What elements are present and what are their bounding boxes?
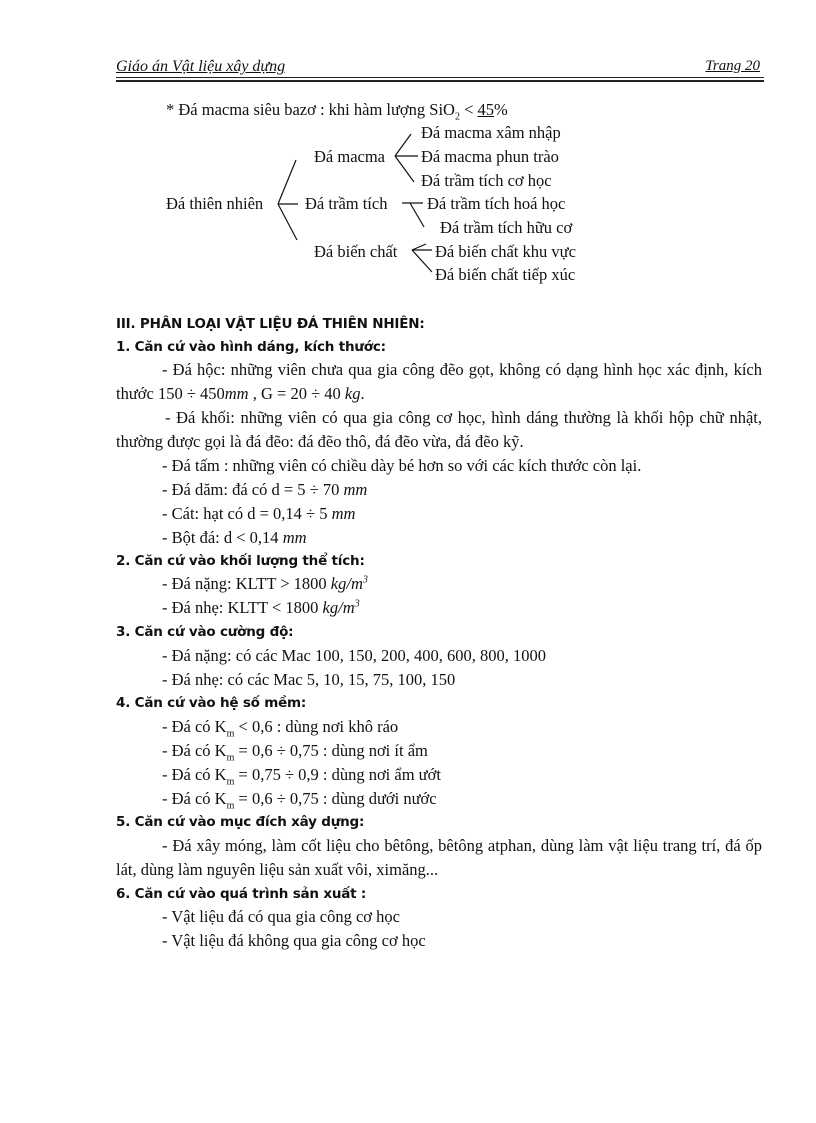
tree-leaf: Đá macma xâm nhập xyxy=(421,123,561,142)
paragraph-da-khoi: - Đá khối: những viên có qua gia công cơ học, hình dáng thường là khối hộp chữ nhật, thường được gọi là đá đẽo: đá đẽo thô, đá đẽo vừa, đá đẽo kỹ. xyxy=(116,408,762,451)
tree-leaf: Đá macma phun trào xyxy=(421,147,559,166)
tree-branch-bienchat-2 xyxy=(412,250,432,272)
tree-root: Đá thiên nhiên xyxy=(166,194,264,213)
list-item: - Đá nặng: có các Mac 100, 150, 200, 400, 600, 800, 1000 xyxy=(162,646,547,665)
tree-branch-macma-1 xyxy=(395,134,411,156)
tree-leaf: Đá trầm tích hữu cơ xyxy=(440,218,573,237)
tree-branch-tramtich-2 xyxy=(410,203,424,227)
tree-leaf: Đá biến chất tiếp xúc xyxy=(435,265,576,284)
paragraph-muc-dich: - Đá xây móng, làm cốt liệu cho bêtông, bêtông atphan, dùng làm vật liệu trang trí, đá ốp lát, dùng làm nguyên liệu sản xuất vôi, ximăng... xyxy=(116,836,762,879)
tree-group-bienchat: Đá biến chất xyxy=(314,242,398,261)
tree-branch-root-bienchat xyxy=(278,204,297,240)
list-item: - Vật liệu đá có qua gia công cơ học xyxy=(162,907,400,926)
list-item: - Vật liệu đá không qua gia công cơ học xyxy=(162,931,426,950)
list-item: - Đá có $K_m = 0,6 \div 0,75$ : dùng nơi ít ẩm xyxy=(162,741,428,764)
subsection-title: 6. Căn cứ vào quá trình sản xuất : xyxy=(116,886,367,902)
list-item: - Đá có $K_m < 0,6$ : dùng nơi khô ráo xyxy=(162,717,399,740)
section-title: III. PHÂN LOẠI VẬT LIỆU ĐÁ THIÊN NHIÊN: xyxy=(116,316,425,332)
list-item: - Đá có $K_m = 0,75 \div 0,9$ : dùng nơi ẩm ướt xyxy=(162,765,441,788)
page-number: Trang 20 xyxy=(705,58,760,74)
subsection-title: 2. Căn cứ vào khối lượng thể tích: xyxy=(116,553,365,569)
list-item: - Cát: hạt có d = 0,14 ÷ 5 mm xyxy=(162,504,356,523)
list-item: - Đá tấm : những viên có chiều dày bé hơn so với các kích thước còn lại. xyxy=(162,456,642,475)
header-title: Giáo án Vật liệu xây dựng xyxy=(116,58,286,75)
list-item: - Bột đá: d < 0,14 mm xyxy=(162,528,307,547)
tree-branch-bienchat-tick xyxy=(412,244,426,250)
list-item: - Đá nhẹ: có các Mac 5, 10, 15, 75, 100, 150 xyxy=(162,670,456,689)
list-item: - Đá có $K_m = 0,6 \div 0,75$ : dùng dưới nước xyxy=(162,789,437,812)
tree-leaf: Đá trầm tích cơ học xyxy=(421,171,552,190)
tree-branch-macma-3 xyxy=(395,156,414,182)
subsection-title: 1. Căn cứ vào hình dáng, kích thước: xyxy=(116,339,386,355)
list-item: - Đá dăm: đá có d = 5 ÷ 70 mm xyxy=(162,480,368,499)
list-item: - Đá nặng: KLTT > 1800 $kg/m^3$ xyxy=(162,574,368,593)
tree-leaf: Đá biến chất khu vực xyxy=(435,242,576,261)
tree-leaf: Đá trầm tích hoá học xyxy=(427,194,566,213)
subsection-title: 3. Căn cứ vào cường độ: xyxy=(116,624,294,640)
intro-line: * Đá macma siêu bazơ : khi hàm lượng SiO$_2$ < 45% xyxy=(166,100,508,123)
tree-group-tramtich: Đá trầm tích xyxy=(305,194,388,213)
tree-group-macma: Đá macma xyxy=(314,147,386,166)
list-item: - Đá nhẹ: KLTT < 1800 $kg/m^3$ xyxy=(162,598,360,617)
classification-tree-lines xyxy=(0,0,816,300)
subsection-title: 5. Căn cứ vào mục đích xây dựng: xyxy=(116,814,365,830)
subsection-title: 4. Căn cứ vào hệ số mềm: xyxy=(116,695,307,711)
tree-branch-root-macma xyxy=(278,160,296,204)
paragraph-da-hoc: - Đá hộc: những viên chưa qua gia công đẽo gọt, không có dạng hình học xác định, kích thước 150 ÷ 450mm , G = 20 ÷ 40 kg. xyxy=(116,360,762,403)
